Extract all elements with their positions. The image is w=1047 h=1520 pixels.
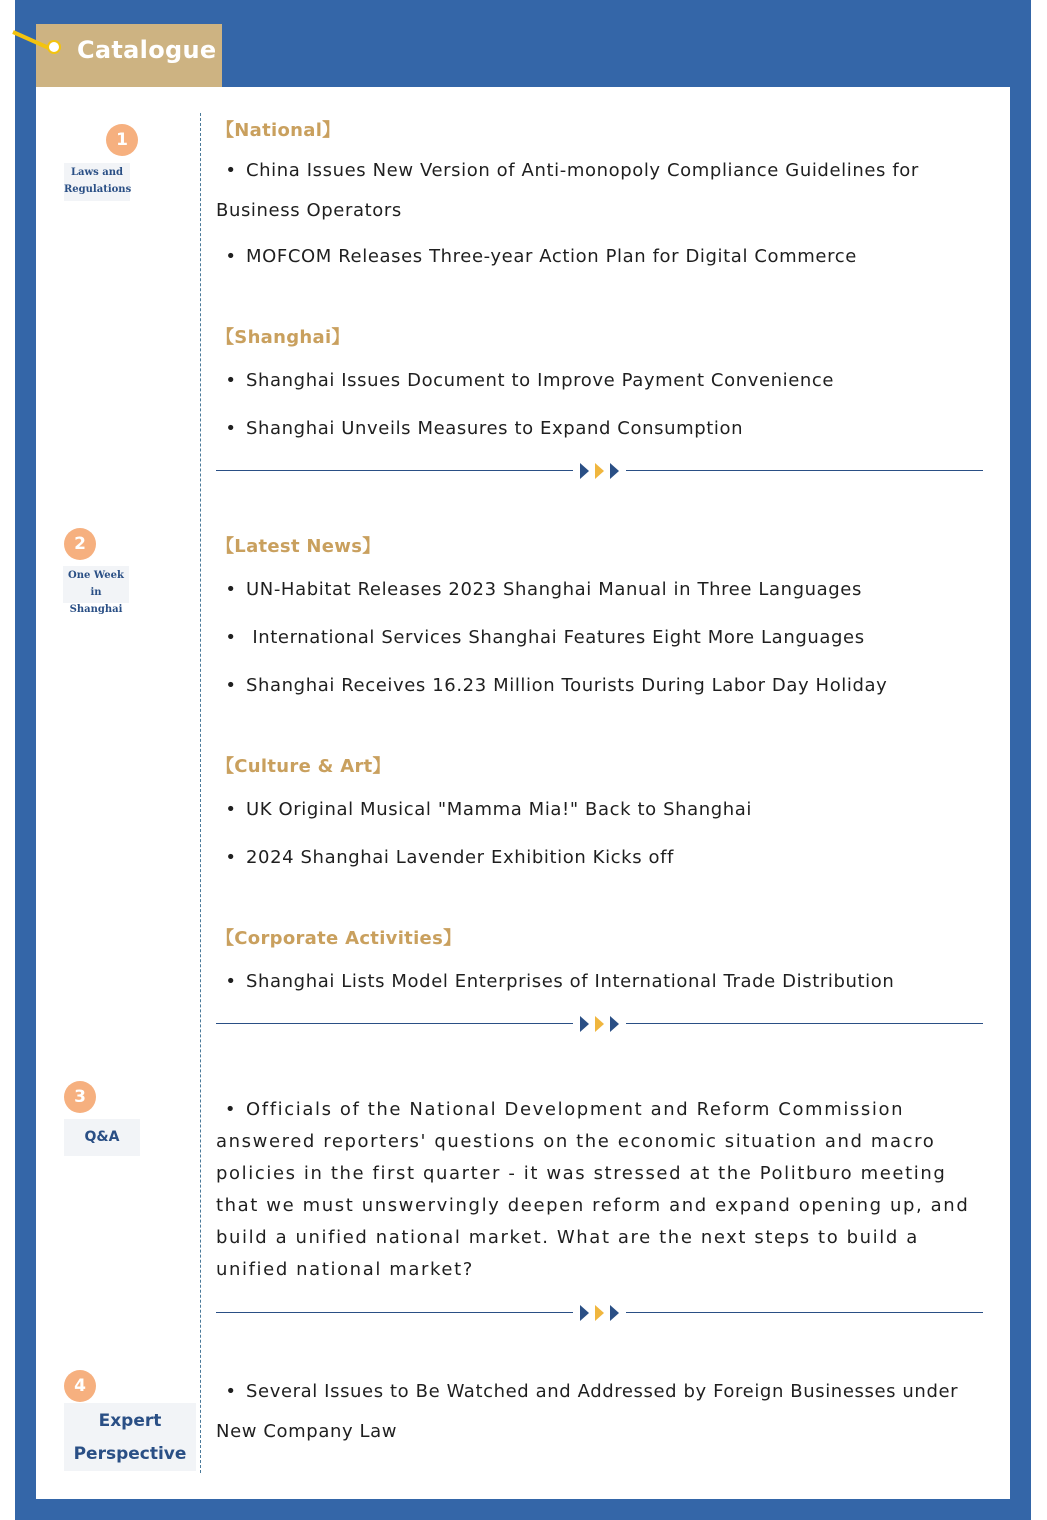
timeline-divider [200, 113, 201, 1473]
section-2-label [63, 566, 129, 615]
arrow-icon [610, 463, 619, 479]
list-item[interactable] [216, 1372, 976, 1452]
bullet-icon: • [225, 847, 237, 868]
item-text: Shanghai Receives 16.23 Million Tourists During Labor Day Holiday [246, 675, 888, 696]
section-4-badge: 4 [64, 1370, 96, 1402]
arrow-icon [580, 463, 589, 479]
list-item[interactable] [216, 618, 986, 658]
tab-pin-dot [47, 40, 61, 54]
item-text: China Issues New Version of Anti-monopoly Compliance Guidelines for Business Operators [216, 160, 919, 221]
bullet-icon: • [225, 370, 237, 391]
list-item[interactable] [216, 570, 986, 610]
item-text: UN-Habitat Releases 2023 Shanghai Manual in Three Languages [246, 579, 862, 600]
arrow-icon [595, 463, 604, 479]
bullet-icon: • [225, 579, 237, 600]
bullet-icon: • [224, 1099, 238, 1120]
arrow-icon [610, 1016, 619, 1032]
bullet-icon: • [225, 799, 237, 820]
section-3-label [64, 1119, 140, 1156]
bullet-icon: • [225, 160, 237, 181]
list-item[interactable] [216, 237, 986, 277]
item-text: UK Original Musical "Mamma Mia!" Back to Shanghai [246, 799, 753, 820]
bullet-icon: • [225, 1381, 237, 1402]
bullet-icon: • [225, 627, 237, 648]
item-text: MOFCOM Releases Three-year Action Plan for Digital Commerce [246, 246, 857, 267]
section-4-label-line-1: Expert [98, 1411, 162, 1431]
item-text: International Services Shanghai Features Eight More Languages [246, 627, 865, 648]
item-text: Shanghai Unveils Measures to Expand Consumption [246, 418, 744, 439]
section-1-badge: 1 [106, 124, 138, 156]
divider-line-right [626, 1023, 983, 1024]
list-item[interactable] [216, 409, 986, 449]
item-text: Officials of the National Development and Reform Commission answered reporters' questions on the economic situation and macro policies in the first quarter - it was stressed at the Politburo meeting that we must unswervingly deepen reform and expand opening up, and build a unified national market. What are the next steps to build a unified national market? [216, 1099, 970, 1280]
heading-corporate-activities: 【Corporate Activities】 [216, 928, 462, 949]
list-item[interactable] [216, 1094, 982, 1286]
bullet-icon: • [225, 675, 237, 696]
item-text: Shanghai Lists Model Enterprises of International Trade Distribution [246, 971, 895, 992]
section-1-label [64, 163, 130, 201]
bullet-icon: • [225, 971, 237, 992]
heading-shanghai: 【Shanghai】 [216, 327, 350, 348]
section-divider [216, 1016, 983, 1032]
item-text: 2024 Shanghai Lavender Exhibition Kicks off [246, 847, 674, 868]
section-4-label [64, 1403, 196, 1471]
arrow-icon [580, 1305, 589, 1321]
arrow-icon [595, 1016, 604, 1032]
section-divider [216, 1305, 983, 1321]
section-2-label-line-2: in Shanghai [69, 587, 123, 615]
page-title: Catalogue [77, 36, 217, 64]
arrow-icon [610, 1305, 619, 1321]
heading-national: 【National】 [216, 120, 341, 141]
arrow-icon [580, 1016, 589, 1032]
divider-line-right [626, 470, 983, 471]
list-item[interactable] [216, 838, 986, 878]
bullet-icon: • [225, 246, 237, 267]
section-2-label-line-1: One Week [68, 570, 124, 581]
divider-line-right [626, 1312, 983, 1313]
bullet-icon: • [225, 418, 237, 439]
divider-line-left [216, 1023, 573, 1024]
heading-latest-news: 【Latest News】 [216, 536, 381, 557]
section-divider [216, 463, 983, 479]
divider-line-left [216, 470, 573, 471]
item-text: Several Issues to Be Watched and Addressed by Foreign Businesses under New Company Law [216, 1381, 959, 1442]
section-3-label-text: Q&A [84, 1129, 120, 1145]
list-item[interactable] [216, 790, 986, 830]
list-item[interactable] [216, 361, 986, 401]
item-text: Shanghai Issues Document to Improve Payment Convenience [246, 370, 835, 391]
divider-line-left [216, 1312, 573, 1313]
list-item[interactable] [216, 151, 986, 231]
list-item[interactable] [216, 666, 986, 706]
section-2-badge: 2 [64, 528, 96, 560]
list-item[interactable] [216, 962, 986, 1002]
section-3-badge: 3 [64, 1081, 96, 1113]
arrow-icon [595, 1305, 604, 1321]
section-1-label-line-1: Laws and [71, 167, 123, 178]
section-1-label-line-2: Regulations [64, 184, 132, 195]
section-4-label-line-2: Perspective [73, 1444, 187, 1464]
heading-culture-art: 【Culture & Art】 [216, 756, 391, 777]
